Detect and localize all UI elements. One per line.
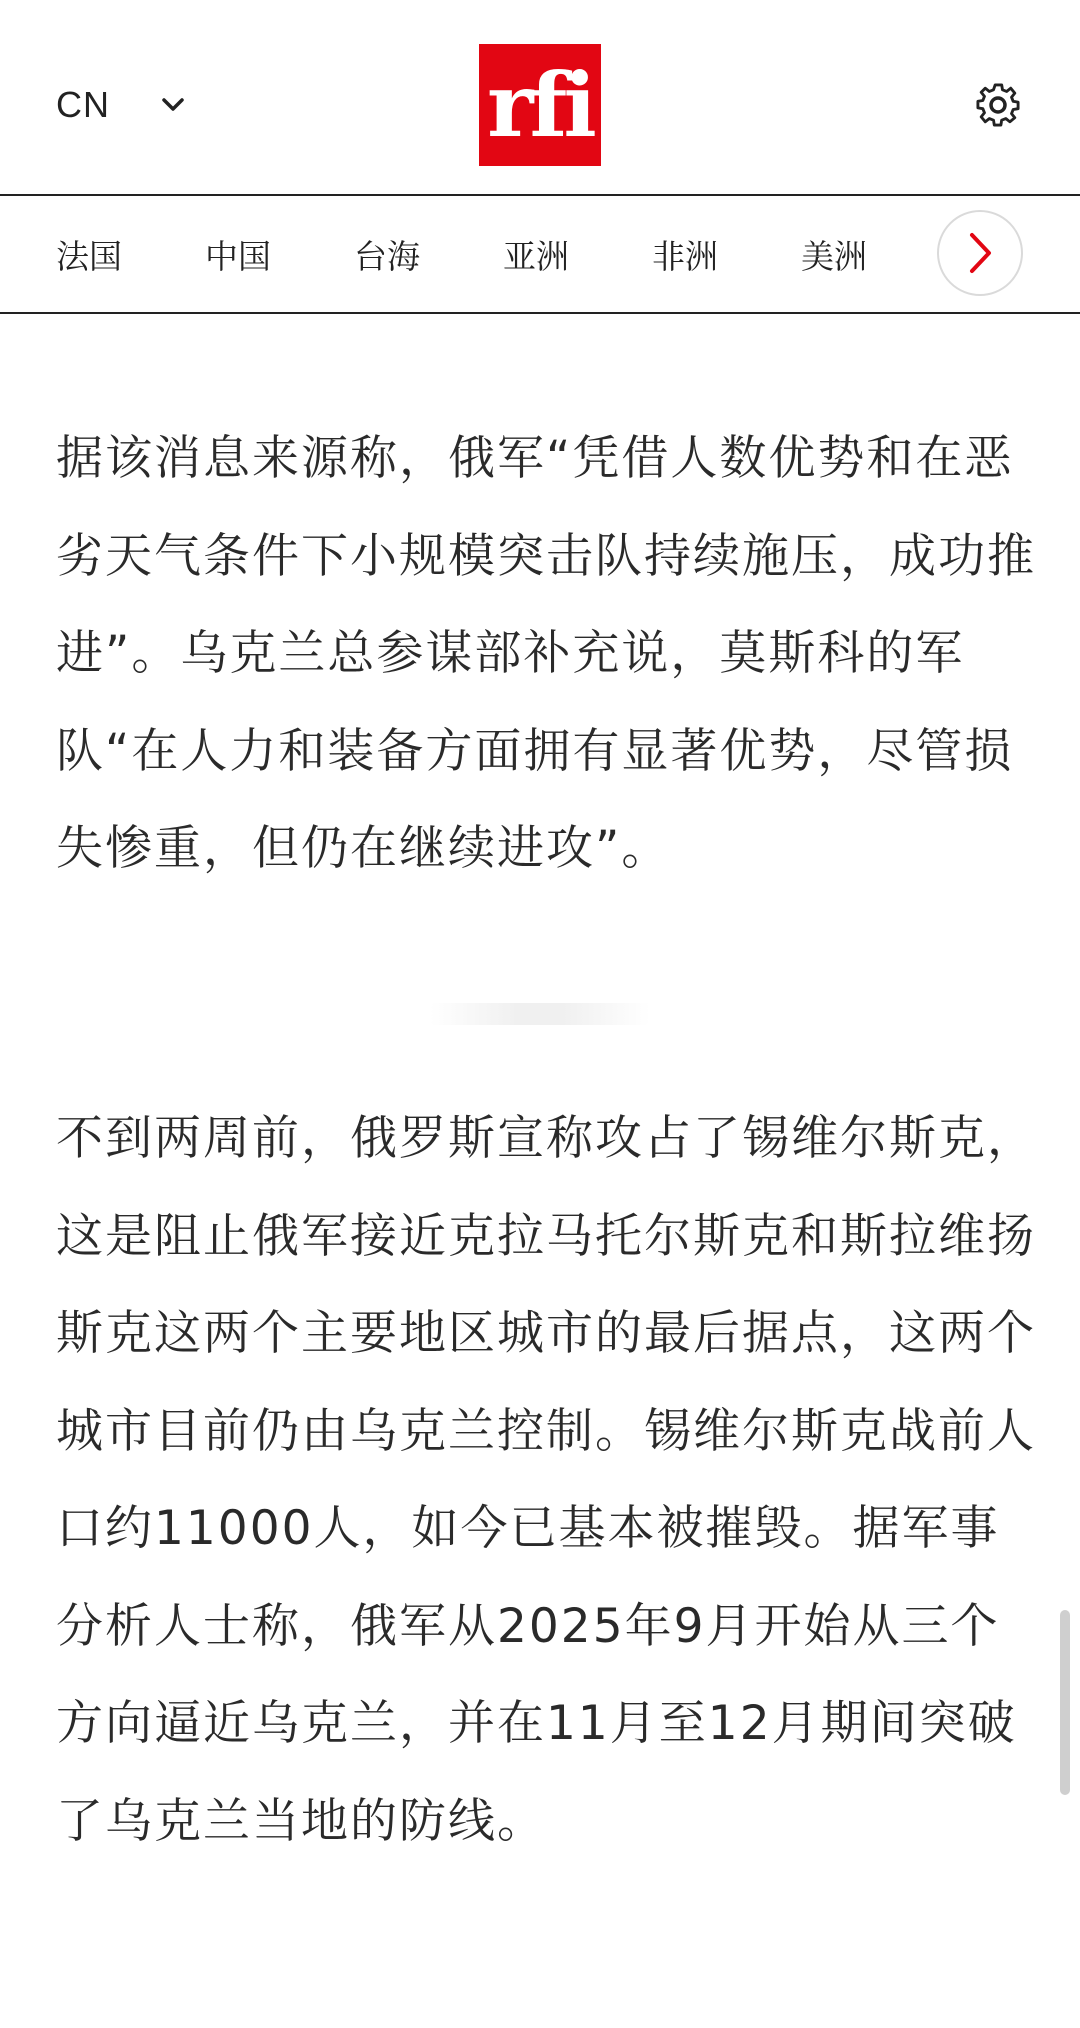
nav-item-france[interactable]: 法国	[56, 236, 122, 276]
nav-divider	[0, 312, 1080, 314]
language-selector[interactable]	[56, 80, 186, 130]
scrollbar-thumb[interactable]	[1060, 1610, 1070, 1795]
chevron-down-icon	[160, 92, 186, 118]
logo-text: rfi	[487, 53, 593, 157]
ad-placeholder	[430, 1003, 650, 1025]
article-paragraph: 不到两周前，俄罗斯宣称攻占了锡维尔斯克，这是阻止俄军接近克拉马托尔斯克和斯拉维扬斯克这两个主要地区城市的最后据点，这两个城市目前仍由乌克兰控制。锡维尔斯克战前人口约11000人，如今已基本被摧毁。据军事分析人士称，俄军从2025年9月开始从三个方向逼近乌克兰，并在11月至12月期间突破了乌克兰当地的防线。	[56, 1111, 1036, 1849]
nav-item-americas[interactable]: 美洲	[801, 236, 867, 276]
gear-icon[interactable]	[973, 80, 1023, 130]
app-header	[0, 0, 1080, 194]
nav-item-africa[interactable]: 非洲	[652, 236, 718, 276]
nav-item-china[interactable]: 中国	[205, 236, 271, 276]
nav-item-taiwan-strait[interactable]: 台海	[354, 236, 420, 276]
chevron-right-icon	[962, 230, 998, 276]
category-nav	[0, 196, 1080, 312]
rfi-logo[interactable]	[479, 44, 601, 166]
article-paragraph: 据该消息来源称，俄军“凭借人数优势和在恶劣天气条件下小规模突击队持续施压，成功推进”。乌克兰总参谋部补充说，莫斯科的军队“在人力和装备方面拥有显著优势，尽管损失惨重，但仍在继续进攻”。	[56, 431, 1036, 876]
nav-scroll-next-button[interactable]	[937, 210, 1023, 296]
nav-item-asia[interactable]: 亚洲	[503, 236, 569, 276]
language-label: CN	[56, 84, 110, 125]
